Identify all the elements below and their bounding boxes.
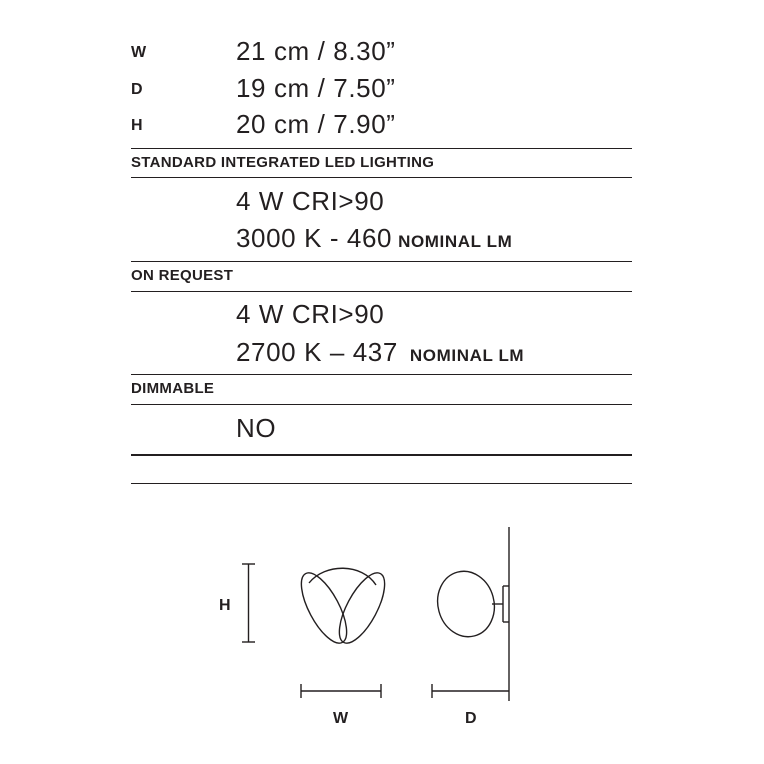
height-dimension-line [242,564,255,642]
dimension-value-h: 20 cm / 7.90” [236,109,396,139]
dimension-label-h: H [131,117,143,134]
width-dimension-line [301,684,381,698]
height-label: H [219,597,231,614]
depth-label: D [465,710,477,727]
standard-lumen-unit: NOMINAL LM [398,232,513,251]
depth-dimension-line [432,684,509,698]
on-request-power: 4 W CRI>90 [236,299,385,329]
side-view-lamp-icon [430,527,509,701]
on-request-lumen-unit: NOMINAL LM [409,346,525,365]
on-request-heading: ON REQUEST [131,267,234,284]
on-request-lumen-value: 2700 K – 437 [236,337,398,367]
dimension-value-w: 21 cm / 8.30” [236,36,396,66]
dimension-label-w: W [131,44,147,61]
dimmable-value: NO [236,413,277,443]
dimension-label-d: D [131,81,143,98]
dimmable-heading: DIMMABLE [131,380,215,397]
standard-lumen-value: 3000 K - 460 [236,223,393,253]
front-view-lamp-icon [292,567,393,650]
standard-power: 4 W CRI>90 [236,186,385,216]
width-label: W [333,710,349,727]
dimension-value-d: 19 cm / 7.50” [236,73,396,103]
standard-lighting-heading: STANDARD INTEGRATED LED LIGHTING [131,154,435,171]
